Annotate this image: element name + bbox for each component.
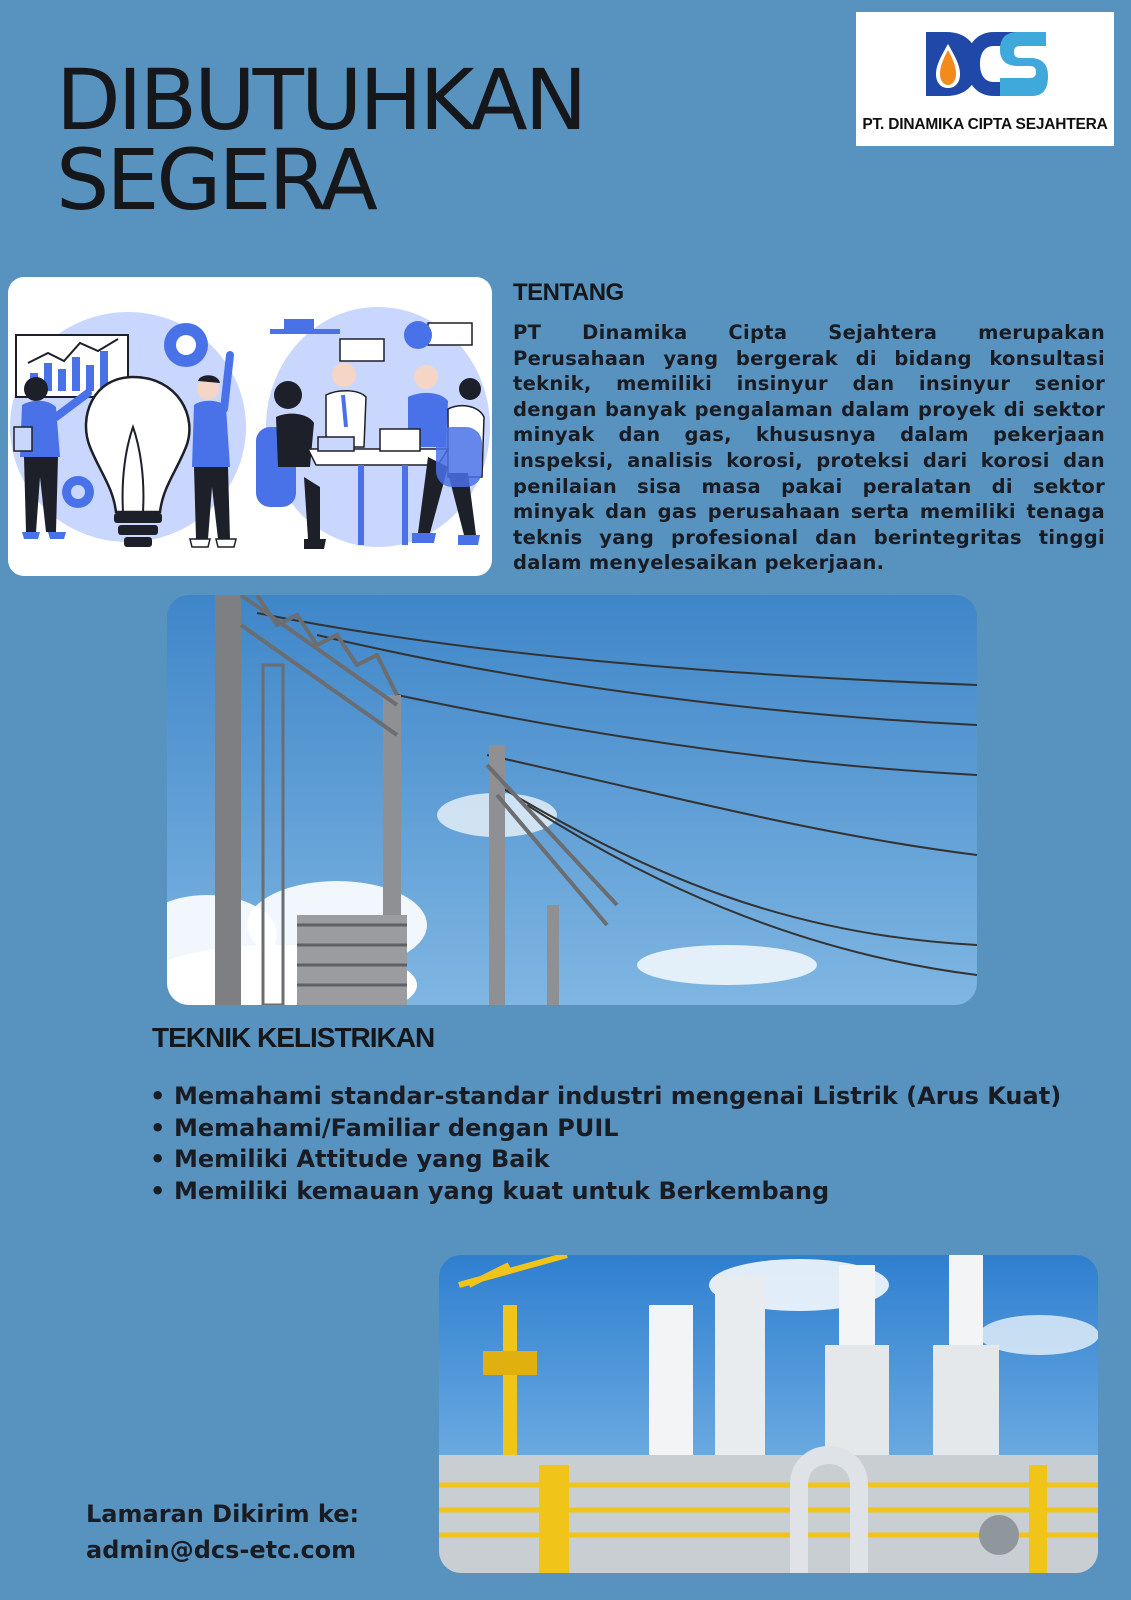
power-substation-photo (167, 595, 977, 1005)
list-item: • Memiliki kemauan yang kuat untuk Berkembang (150, 1176, 1110, 1208)
list-item: • Memahami standar-standar industri mengenai Listrik (Arus Kuat) (150, 1081, 1110, 1113)
dcs-logo-mark (924, 28, 1048, 100)
headline-line-1: DIBUTUHKAN (56, 51, 585, 149)
headline (56, 51, 585, 229)
list-item: • Memiliki Attitude yang Baik (150, 1144, 1110, 1176)
list-item: • Memahami/Familiar dengan PUIL (150, 1113, 1110, 1145)
company-name: PT. DINAMIKA CIPTA SEJAHTERA (862, 116, 1108, 133)
requirements-list (150, 1081, 1110, 1207)
contact-label: Lamaran Dikirim ke: (86, 1500, 360, 1528)
company-logo (856, 12, 1114, 146)
contact-email[interactable]: admin@dcs-etc.com (86, 1536, 357, 1564)
team-meeting-idea-illustration (8, 277, 492, 576)
about-heading: TENTANG (513, 279, 624, 306)
contact-info (86, 1496, 359, 1568)
oil-gas-plant-photo (439, 1255, 1098, 1573)
job-title: TEKNIK KELISTRIKAN (152, 1022, 435, 1053)
about-paragraph: PT Dinamika Cipta Sejahtera merupakan Perusahaan yang bergerak di bidang konsultasi teknik, memiliki insinyur dan insinyur senior dengan banyak pengalaman dalam proyek di sektor minyak dan gas, khususnya dalam pekerjaan inspeksi, analisis korosi, proteksi dari korosi dan penilaian sisa masa pakai peralatan di sektor minyak dan gas perusahaan serta memiliki tenaga teknis yang profesional dan berintegritas tinggi dalam menyelesaikan pekerjaan. (513, 321, 1105, 575)
headline-line-2: SEGERA (56, 131, 375, 229)
